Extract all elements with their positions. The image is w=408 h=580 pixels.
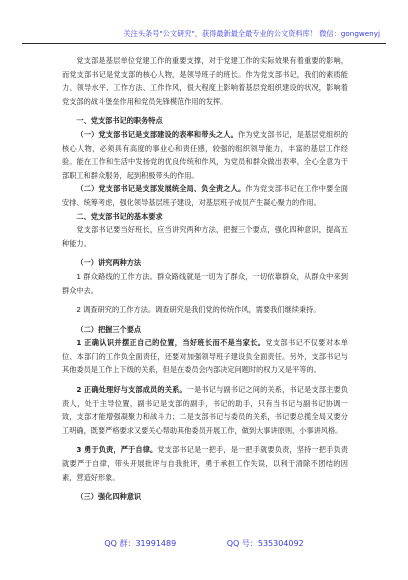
paragraph-text: 作为党支部书记，是基层党组织的核心人物，必须具有高度的事业心和责任感，较强的组织领导能力，丰富的基层工作经验。能在工作和生活中发扬党的优良传统和作风，为党员和群众做出表率，全心全意为干部职工和群众服务，起到积极带头的作用。 — [62, 129, 348, 180]
section-heading-1: 一、党支部书记的职务特点 — [76, 116, 163, 126]
footer-qq-number: QQ 号：535304092 — [226, 539, 304, 548]
paragraph-relations — [62, 383, 348, 437]
paragraph-heading: 2 正确处理好与支部成员的关系。 — [76, 385, 187, 395]
footer-qq-group: QQ 群：31991489 — [104, 539, 177, 548]
paragraph-responsibility — [62, 443, 348, 484]
paragraph-heading: （二）党支部书记是支部发展统全局、负全责之人。 — [76, 184, 246, 194]
paragraph-heading: （一）党支部书记是支部建设的表率和带头之人。 — [76, 129, 238, 139]
subsection-heading-points: （二）把握三个要点 — [76, 324, 142, 334]
paragraph-research: 2 调查研究的工作方法。调查研究是我们党的传统作风，需要我们继续秉持。 — [76, 305, 321, 315]
document-body — [62, 54, 348, 504]
paragraph-text: 党支部书记是一把手，是一把手就要负责，坚持一把手负责就要严于自律，带头开展批评与自我批评，勇于承担工作失误，以利于清除不团结的因素，营造好形象。 — [62, 445, 348, 482]
paragraph-overall-role — [62, 182, 348, 209]
header-text: 关注头条号"公文研究"，获得最新最全最专业的公文资料库！ 微信：gongwenyj — [123, 29, 380, 38]
section-heading-2: 二、党支部书记的基本要求 — [76, 211, 163, 221]
paragraph-heading: 1 正确认识并摆正自己的位置，当好班长而不是当家长。 — [76, 338, 266, 348]
page-footer — [0, 538, 408, 549]
paragraph-position — [62, 336, 348, 377]
paragraph-text: 作为党支部书记在工作中要全面安排、统筹考虑，强化领导基层班子建设，对基层班子成员产生凝心聚力的作用。 — [62, 184, 348, 207]
paragraph-leader-role — [62, 128, 348, 182]
paragraph-heading: 3 勇于负责，严于自律。 — [76, 445, 158, 455]
paragraph-requirements: 党支部书记要当好班长，应当讲究两种方法，把握三个要点，强化四种意识，提高五种能力。 — [62, 225, 348, 248]
subsection-heading-methods: （一）讲究两种方法 — [76, 258, 142, 268]
paragraph-text: 党支部书记不仅要对本单位、本部门的工作负全面责任，还要对加强领导班子建设负全面责任。另外，支部书记与其他委员是工作上下级的关系，但是在委员会内部决定问题时的权力又是平等的。 — [62, 338, 348, 375]
subsection-heading-awareness: （三）强化四种意识 — [76, 492, 142, 502]
page-header — [22, 26, 386, 44]
intro-paragraph: 党支部是基层单位党建工作的重要支撑，对于党建工作的实际效果有着重要的影响，而党支部书记是党支部的核心人物，是领导班子的班长。作为党支部书记，我们的素质能力、领导水平、工作方法、工作作风，很大程度上影响着基层党组织建设的状况，影响着党支部的战斗堡垒作用和党员先锋模范作用的发挥。 — [62, 56, 348, 106]
paragraph-text: 一是书记与副书记之间的关系，书记是支部主要负责人，处于主导位置，副书记是支部的副手，书记的助手，只有当书记与副书记协调一致，支部才能增强凝聚力和战斗力；二是支部书记与委员的关系，书记要总揽全局又要分工明确，既要严格要求又要关心帮助其他委员开展工作，做到大事讲原则，小事讲风格。 — [62, 385, 348, 435]
paragraph-mass-line: 1 群众路线的工作方法。群众路线就是一切为了群众，一切依靠群众，从群众中来到群众中去。 — [62, 271, 348, 295]
